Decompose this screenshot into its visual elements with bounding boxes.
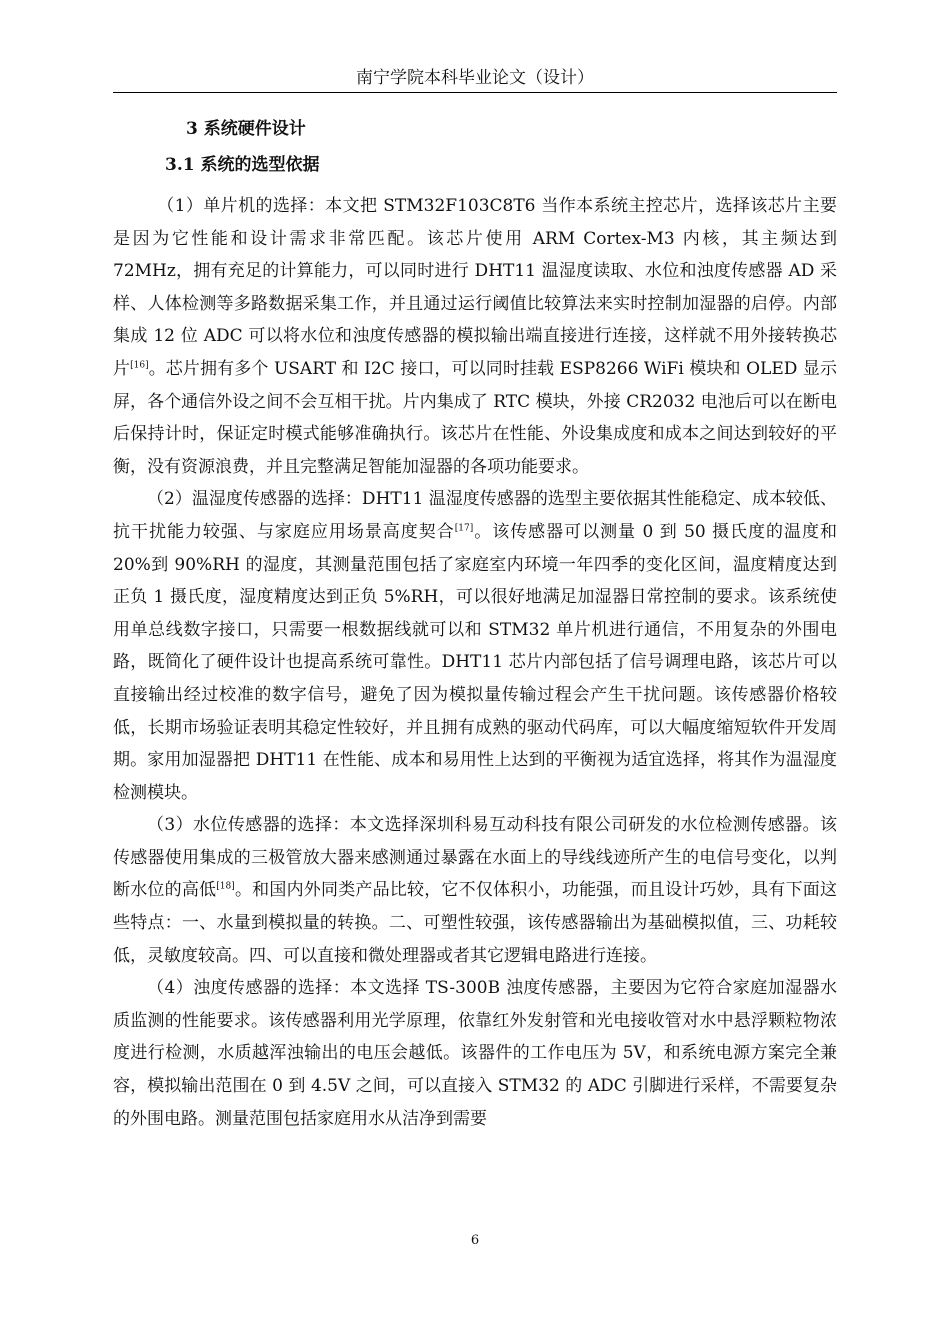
paragraph-text: （4）浊度传感器的选择：本文选择 TS-300B 浊度传感器，主要因为它符合家庭加湿器水质监测的性能要求。该传感器利用光学原理，依靠红外发射管和光电接收管对水中悬浮颗粒物浓度进行检测，水质越浑浊输出的电压会越低。该器件的工作电压为 5V，和系统电源方案完全兼容，模拟输出范围在 0 到 4.5V 之间，可以直接入 STM32 的 ADC 引脚进行采样，不需要复杂的外围电路。测量范围包括家庭用水从洁净到需要 (113, 978, 837, 1129)
page-number: 6 (470, 1233, 480, 1248)
paragraph-text: （3）水位传感器的选择：本文选择深圳科易互动科技有限公司研发的水位检测传感器。该传感器使用集成的三极管放大器来感测通过暴露在水面上的导线线迹所产生的电信号变化，以判断水位的高低 (113, 815, 837, 901)
chapter-heading: 3 系统硬件设计 (186, 119, 306, 139)
paragraph-text: 。该传感器可以测量 0 到 50 摄氏度的温度和 20%到 90%RH 的湿度，其测量范围包括了家庭室内环境一年四季的变化区间，温度精度达到正负 1 摄氏度，湿度精度达到正负 5%RH，可以很好地满足加湿器日常控制的要求。该系统使用单总线数字接口，只需要一根数据线就可以和 STM32 单片机进行通信，不用复杂的外围电路，既简化了硬件设计也提高系统可靠性。DHT11 芯片内部包括了信号调理电路，该芯片可以直接输出经过校准的数字信号，避免了因为模拟量传输过程会产生干扰问题。该传感器价格较低，长期市场验证表明其稳定性较好，并且拥有成熟的驱动代码库，可以大幅度缩短软件开发周期。家用加湿器把 DHT11 在性能、成本和易用性上达到的平衡视为适宜选择，将其作为温湿度检测模块。 (113, 521, 838, 803)
paragraph-text: 。芯片拥有多个 USART 和 I2C 接口，可以同时挂载 ESP8266 WiFi 模块和 OLED 显示屏，各个通信外设之间不会互相干扰。片内集成了 RTC 模块，外接 CR2032 电池后可以在断电后保持计时，保证定时模式能够准确执行。该芯片在性能、外设集成度和成本之间达到较好的平衡，没有资源浪费，并且完整满足智能加湿器的各项功能要求。 (113, 358, 837, 477)
citation-ref: [17] (454, 523, 474, 534)
paragraph-dht11-selection (113, 483, 837, 809)
running-header: 南宁学院本科毕业论文（设计） (113, 66, 837, 93)
section-heading: 3.1 系统的选型依据 (165, 155, 320, 175)
paragraph-text: （1）单片机的选择：本文把 STM32F103C8T6 当作本系统主控芯片，选择该芯片主要是因为它性能和设计需求非常匹配。该芯片使用 ARM Cortex-M3 内核，其主频达到 72MHz，拥有充足的计算能力，可以同时进行 DHT11 温湿度读取、水位和浊度传感器 AD 采样、人体检测等多路数据采集工作，并且通过运行阈值比较算法来实时控制加湿器的启停。内部集成 12 位 ADC 可以将水位和浊度传感器的模拟输出端直接进行连接，这样就不用外接转换芯片 (113, 196, 837, 379)
body-text (113, 190, 837, 1135)
paragraph-text: 。和国内外同类产品比较，它不仅体积小，功能强，而且设计巧妙，具有下面这些特点：一、水量到模拟量的转换。二、可塑性较强，该传感器输出为基础模拟值，三、功耗较低，灵敏度较高。四、可以直接和微处理器或者其它逻辑电路进行连接。 (113, 880, 838, 966)
paragraph-turbidity-selection (113, 972, 837, 1135)
paragraph-text: （2）温湿度传感器的选择：DHT11 温湿度传感器的选型主要依据其性能稳定、成本较低、抗干扰能力较强、与家庭应用场景高度契合 (113, 489, 837, 542)
citation-ref: [18] (216, 881, 235, 892)
paragraph-mcu-selection (113, 190, 837, 483)
citation-ref: [16] (130, 360, 149, 371)
paragraph-water-level-selection (113, 809, 837, 972)
